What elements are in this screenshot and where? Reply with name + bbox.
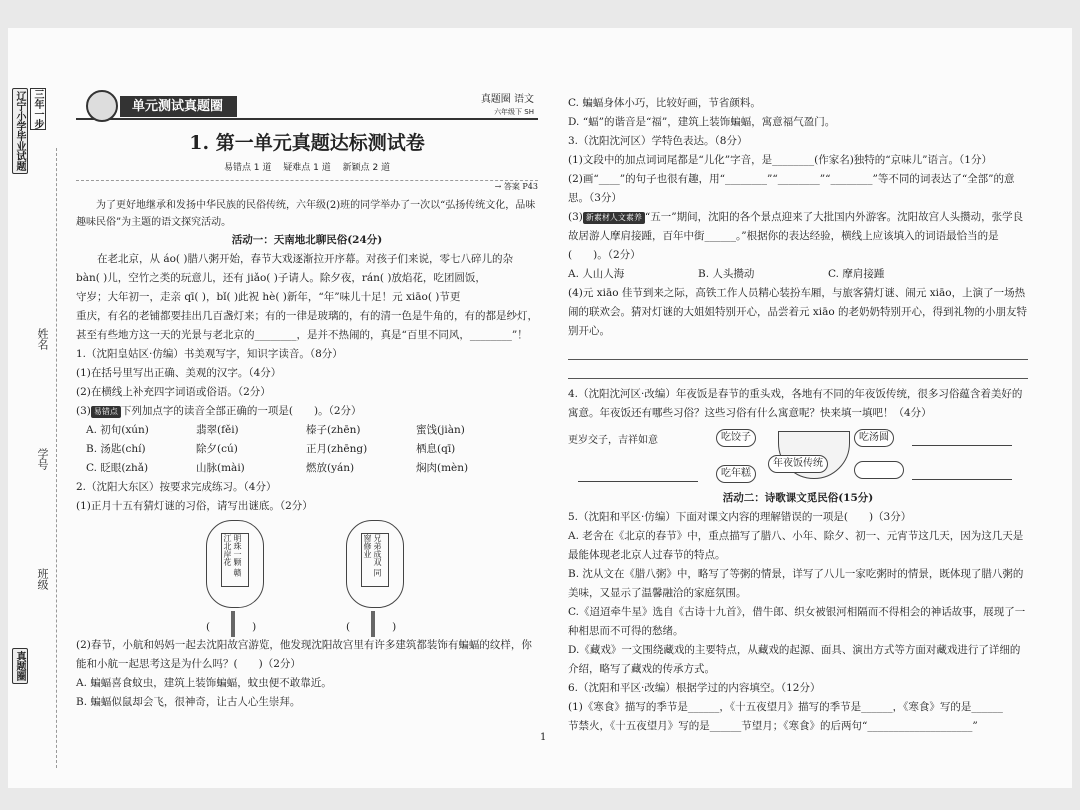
option-cell: 栖息(qī) — [416, 443, 456, 455]
option-cell: 蜜饯(jiàn) — [416, 424, 465, 436]
question-2-2: (2)春节，小航和妈妈一起去沈阳故宫游览，他发现沈阳故宫里有许多建筑都装饰有蝙蝠的纹样，你能和小航一起思考这是为什么吗？( )（2分） — [76, 639, 532, 670]
option-cell: 山脉(mài) — [196, 462, 245, 474]
q5-option-c[interactable]: C.《迢迢牵牛星》选自《古诗十九首》，借牛郎、织女被银河相隔而不得相会的神话故事，展现了一种相思而不可得的愁绪。 — [568, 606, 1026, 637]
lantern-2-riddle: 兄弟成双 同窗修业 — [363, 534, 382, 577]
banner-title: 单元测试真题圈 — [120, 96, 237, 117]
answer-line[interactable] — [568, 341, 1028, 360]
lantern-riddles — [76, 516, 538, 636]
brand-name: 真题圈 — [480, 94, 511, 105]
error-prone-tag: 易错点 — [91, 406, 121, 418]
q2-option-d[interactable]: D. “蝠”的谐音是“福”，建筑上装饰蝙蝠，寓意福气盈门。 — [568, 116, 836, 128]
answer-blank-1[interactable]: ( ) — [206, 621, 257, 633]
exam-page — [8, 28, 1072, 788]
difficulty-stats — [76, 159, 538, 178]
option-cell: 正月(zhēng) — [306, 443, 368, 455]
answer-line[interactable] — [568, 360, 1028, 379]
stat-novel: 新颖点 2 道 — [342, 163, 391, 173]
grade: 六年级下 SH — [494, 108, 534, 116]
q5-option-b[interactable]: B. 沈从文在《腊八粥》中，略写了等粥的情景，详写了八儿一家吃粥时的情景，既体现了腊八粥的美味，又显示了温馨融洽的家庭氛围。 — [568, 568, 1024, 599]
q5-option-d[interactable]: D.《藏戏》一文围绕藏戏的主要特点，从藏戏的起源、面具、演出方式等方面对藏戏进行了详细的介绍，略写了藏戏的传承方式。 — [568, 644, 1021, 675]
option-cell: 焖肉(mèn) — [416, 462, 469, 474]
question-1-2: (2)在横线上补充四字词语或俗语。（2分） — [76, 386, 271, 398]
page-number: 1 — [540, 732, 547, 743]
option-cell: 燃放(yán) — [306, 462, 355, 474]
stat-difficult: 疑难点 1 道 — [283, 163, 331, 173]
question-5: 5.（沈阳和平区·仿编）下面对课文内容的理解错误的一项是( )（3分） — [568, 511, 912, 523]
q1-3-text: 下列加点字的读音全部正确的一项是( )。（2分） — [120, 405, 362, 417]
intro-text: 为了更好地继承和发扬中华民族的民俗传统，六年级(2)班的同学举办了一次以“弘扬传统文化，品味趣味民俗”为主题的语文探究活动。 — [76, 200, 536, 228]
diagram-meaning-text: 更岁交子，吉祥如意 — [568, 435, 658, 446]
paper-title: 1. 第一单元真题达标测试卷 — [189, 132, 425, 154]
subject: 语文 — [514, 94, 534, 105]
question-1-3 — [76, 402, 538, 421]
left-column — [76, 94, 538, 712]
answer-blank-2[interactable]: ( ) — [346, 621, 397, 633]
option-row — [86, 459, 538, 478]
class-field-label: 班级 — [36, 568, 49, 590]
left-margin — [8, 28, 68, 788]
q3-options — [568, 265, 1028, 284]
name-field-label: 姓名 — [36, 328, 49, 350]
q1-options — [76, 421, 538, 478]
banner-brand — [481, 94, 534, 118]
center-label: 年夜饭传统 — [768, 455, 828, 473]
option-cell: 榛子(zhēn) — [306, 424, 361, 436]
question-2: 2.（沈阳大东区）按要求完成练习。（4分） — [76, 481, 277, 493]
lantern-2 — [346, 520, 404, 608]
tangyuan-box: 吃汤圆 — [854, 429, 894, 447]
question-3-1: (1)文段中的加点词词尾都是“儿化”字音，是________(作家名)独特的“京味儿”语言。（1分） — [568, 154, 992, 166]
question-3-4: (4)元 xiāo 佳节到来之际，高铁工作人员精心装扮车厢，与旅客猜灯谜、闹元 xiāo，上演了一场热闹的联欢会。猜对灯谜的大姐姐特别开心，品尝着元 xiāo 的老奶奶特别开心，得到礼物的小朋友特别开心。 — [568, 287, 1028, 337]
new-material-tag: 新素材人文素养 — [583, 212, 645, 224]
q2-option-c[interactable]: C. 蝙蝠身体小巧，比较好画，节省颜料。 — [568, 97, 761, 109]
question-6-1b: 节禁火，《十五夜望月》写的是______节望月；《寒食》的后两句“____________________” — [568, 720, 978, 732]
meaning-blank-2[interactable] — [578, 465, 698, 482]
q5-option-a[interactable]: A. 老舍在《北京的春节》中，重点描写了腊八、小年、除夕、初一、元宵节这几天，因为这几天是最能体现老北京人过春节的特点。 — [568, 530, 1024, 561]
lantern-1 — [206, 520, 264, 608]
option-cell[interactable]: C. 眨眼(zhǎ) — [86, 462, 149, 474]
option-row — [86, 421, 538, 440]
option-row — [86, 440, 538, 459]
q2-option-a[interactable]: A. 蝙蝠喜食蚊虫，建筑上装饰蝙蝠，蚊虫便不敢靠近。 — [76, 677, 332, 689]
q2-option-b[interactable]: B. 蝙蝠似鼠却会飞，很神奇，让古人心生崇拜。 — [76, 696, 301, 708]
lantern-1-body — [221, 533, 249, 587]
passage-line: 守岁；大年初一，走亲 qī( )，bǐ( )此祝 hè( )新年，“年”味儿十足！元 xiāo( )节更 — [76, 291, 461, 303]
passage-line: bàn( )儿，空竹之类的玩意儿，还有 jiǎo( )子请人。除夕夜，rán( )放焰花，吃团圆饭， — [76, 272, 486, 284]
new-year-dinner-diagram — [568, 427, 1028, 485]
question-4: 4.（沈阳沈河区·改编）年夜饭是春节的重头戏，各地有不同的年夜饭传统，很多习俗蕴含着美好的寓意。年夜饭还有哪些习俗？这些习俗有什么寓意呢？快来填一填吧！（4分） — [568, 388, 1023, 419]
q3-option-c[interactable]: C. 摩肩接踵 — [828, 268, 885, 280]
passage-line: 甚至有些地方这一天的光景与老北京的________，是并不热闹的，真是“百里不同风，________”！ — [76, 329, 528, 341]
lantern-1-riddle: 明珠一颗 赣江北岸花 — [223, 534, 242, 577]
series-brand: 辽宁小学毕业试题 — [12, 88, 28, 174]
niangao-box: 吃年糕 — [716, 465, 756, 483]
question-3: 3.（沈阳沈河区）学特色表达。（8分） — [568, 135, 748, 147]
q3-option-a[interactable]: A. 人山人海 — [568, 268, 625, 280]
bottom-brand: 真题圈 — [12, 648, 28, 684]
q3-3-text: “五一”期间，沈阳的各个景点迎来了大批国内外游客。沈阳故宫人头攒动，张学良故居游人摩肩接踵，百年中街______。”根据你的表达经验，横线上应该填入的词语最恰当的是( )。（2分） — [568, 211, 1024, 261]
q3-option-b[interactable]: B. 人头攒动 — [698, 268, 755, 280]
lantern-2-body — [361, 533, 389, 587]
passage-line: 重庆，有名的老铺都要挂出几百盏灯来；有的一律是玻璃的，有的清一色是牛角的，有的都是纱灯， — [76, 310, 538, 322]
answer-reference: → 答案 P43 — [76, 180, 538, 193]
option-cell[interactable]: A. 初旬(xún) — [86, 424, 149, 436]
question-2-1: (1)正月十五有猜灯谜的习俗，请写出谜底。（2分） — [76, 500, 313, 512]
question-1: 1.（沈阳皇姑区·仿编）书美观写字，知识字读音。（8分） — [76, 348, 343, 360]
question-6: 6.（沈阳和平区·改编）根据学过的内容填空。（12分） — [568, 682, 821, 694]
activity-two-heading: 活动二：诗歌课文觅民俗(15分) — [722, 492, 874, 504]
right-column — [568, 94, 1028, 736]
mascot-avatar — [86, 90, 118, 122]
meaning-blank-3[interactable] — [912, 463, 1012, 480]
dumplings-box: 吃饺子 — [716, 429, 756, 447]
question-6-1: (1)《寒食》描写的季节是______，《十五夜望月》描写的季节是______，《寒食》写的是______ — [568, 701, 1003, 713]
option-cell[interactable]: B. 汤匙(chí) — [86, 443, 146, 455]
option-cell: 翡翠(fěi) — [196, 424, 239, 436]
meaning-blank-1[interactable] — [912, 429, 1012, 446]
activity-one-heading: 活动一：天南地北聊民俗(24分) — [231, 234, 383, 246]
question-3-3: (3) 新素材人文素养 “五一”期间，沈阳的各个景点迎来了大批国内外游客。沈阳故宫人头攒动，张学良故居游人摩肩接踵，百年中街______。”根据你的表达经验，横线上应该填入的词语最恰当的是( )。（2分） — [568, 211, 1024, 261]
q1-3-number: (3) — [76, 405, 91, 417]
custom-blank-box[interactable] — [854, 461, 904, 479]
id-field-label: 学号 — [36, 448, 49, 470]
option-cell: 除夕(cú) — [196, 443, 238, 455]
stat-error-prone: 易错点 1 道 — [223, 163, 272, 173]
passage-line: 在老北京，从 áo( )腊八粥开始，春节大戏逐渐拉开序幕。对孩子们来说，零七八碎儿的杂 — [97, 253, 513, 265]
series-brand-side: 三年一步 — [30, 88, 46, 130]
cut-line — [56, 148, 57, 768]
question-3-2: (2)画“____”的句子也很有趣，用“________”“________”“________”等不同的词表达了“全部”的意思。（3分） — [568, 173, 1015, 204]
unit-banner — [76, 94, 538, 120]
question-1-1: (1)在括号里写出正确、美观的汉字。（4分） — [76, 367, 282, 379]
